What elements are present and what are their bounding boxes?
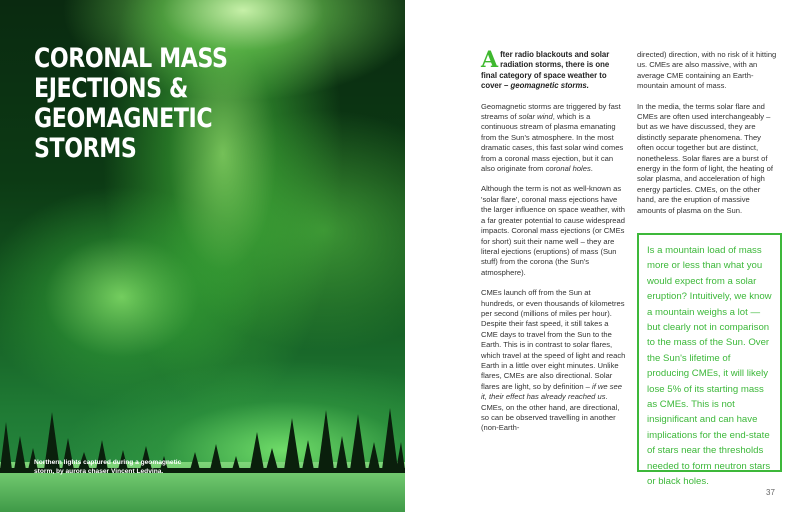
paragraph-text: , which is a continuous stream of plasma emanating from the Sun's atmosphere. In the most dramatic cases, this fast solar wind comes from a coronal mass ejection, but it can also originate from [481, 112, 624, 174]
paragraph-cme-definition: Although the term is not as well-known as 'solar flare', coronal mass ejections have the larger influence on space weather, with a far greater potential to cause widespread impacts. Coronal mass ejections (or CMEs for short) suit their name well – they are literal ejections (eruptions) of mass (Sun stuff) from the corona (the Sun's atmosphere). [481, 184, 625, 277]
photo-caption: Northern lights captured during a geomagnetic storm, by aurora chaser Vincent Ledvina. [34, 459, 182, 475]
paragraph-text: Geomagnetic storms are triggered by fast streams of [481, 101, 621, 122]
drop-cap: A [481, 47, 499, 73]
intro-paragraph [481, 47, 626, 92]
page-number: 37 [766, 488, 775, 497]
sidebar-callout-box [637, 233, 782, 488]
paragraph-cme-speed [481, 288, 626, 434]
paragraph-flare-vs-cme: In the media, the terms solar flare and CMEs are often used interchangeably – but as we have discussed, they are distinctly separate phenomena. They often occur together but are distinct, nonetheless. Solar flares are a burst of energy in the form of light, the heating of solar plasma, and acceleration of high energy particles. CMEs, on the other hand, are the eruption of massive amounts of plasma on the Sun. [637, 101, 773, 215]
intro-text: fter radio blackouts and solar radiation storms, there is one final category of space weather to cover – [481, 50, 610, 91]
emphasis-text: if we see it, their effect has already reached us [481, 381, 622, 402]
paragraph-solar-wind [481, 102, 626, 175]
text-column-1 [481, 47, 626, 444]
forest-silhouette [0, 352, 405, 512]
text-column-2 [637, 50, 779, 226]
headline: CORONAL MASS EJECTIONS & GEOMAGNETIC STORMS [34, 43, 228, 164]
paragraph-cme-mass: directed) direction, with no risk of it hitting us. CMEs are also massive, with an average CME containing an Earth-mountain amount of mass. [637, 50, 777, 91]
paragraph-text: . CMEs, on the other hand, are directional, so can be observed travelling in another (non-Earth- [481, 392, 620, 433]
paragraph-text: . [590, 164, 593, 174]
term-coronal-holes: coronal holes [545, 164, 591, 174]
sidebar-callout-text: Is a mountain load of mass more or less than what you would expect from a solar eruption? Intuitively, we know a mountain weighs a lot — but clearly not in comparison to the mass of the Sun. Over the Sun's lifetime of producing CMEs, it will likely lose 5% of its starting mass as CMEs. This is not insignificant and can have implications for the end-state of stars near the thresholds needed to form neutron stars or black holes. [647, 245, 772, 488]
intro-emphasis: geomagnetic storms. [510, 81, 589, 91]
term-solar-wind: solar wind [518, 112, 553, 122]
paragraph-text: CMEs launch off from the Sun at hundreds, or even thousands of kilometres per second (millions of miles per hour). Despite their fast speed, it still takes a CME days to travel from the Sun to the Earth. This is in contrast to solar flares, which travel at the speed of light and reach Earth in a little over eight minutes. Unlike flares, CMEs are also directional. Solar flares are light, so by definition – [481, 288, 626, 391]
